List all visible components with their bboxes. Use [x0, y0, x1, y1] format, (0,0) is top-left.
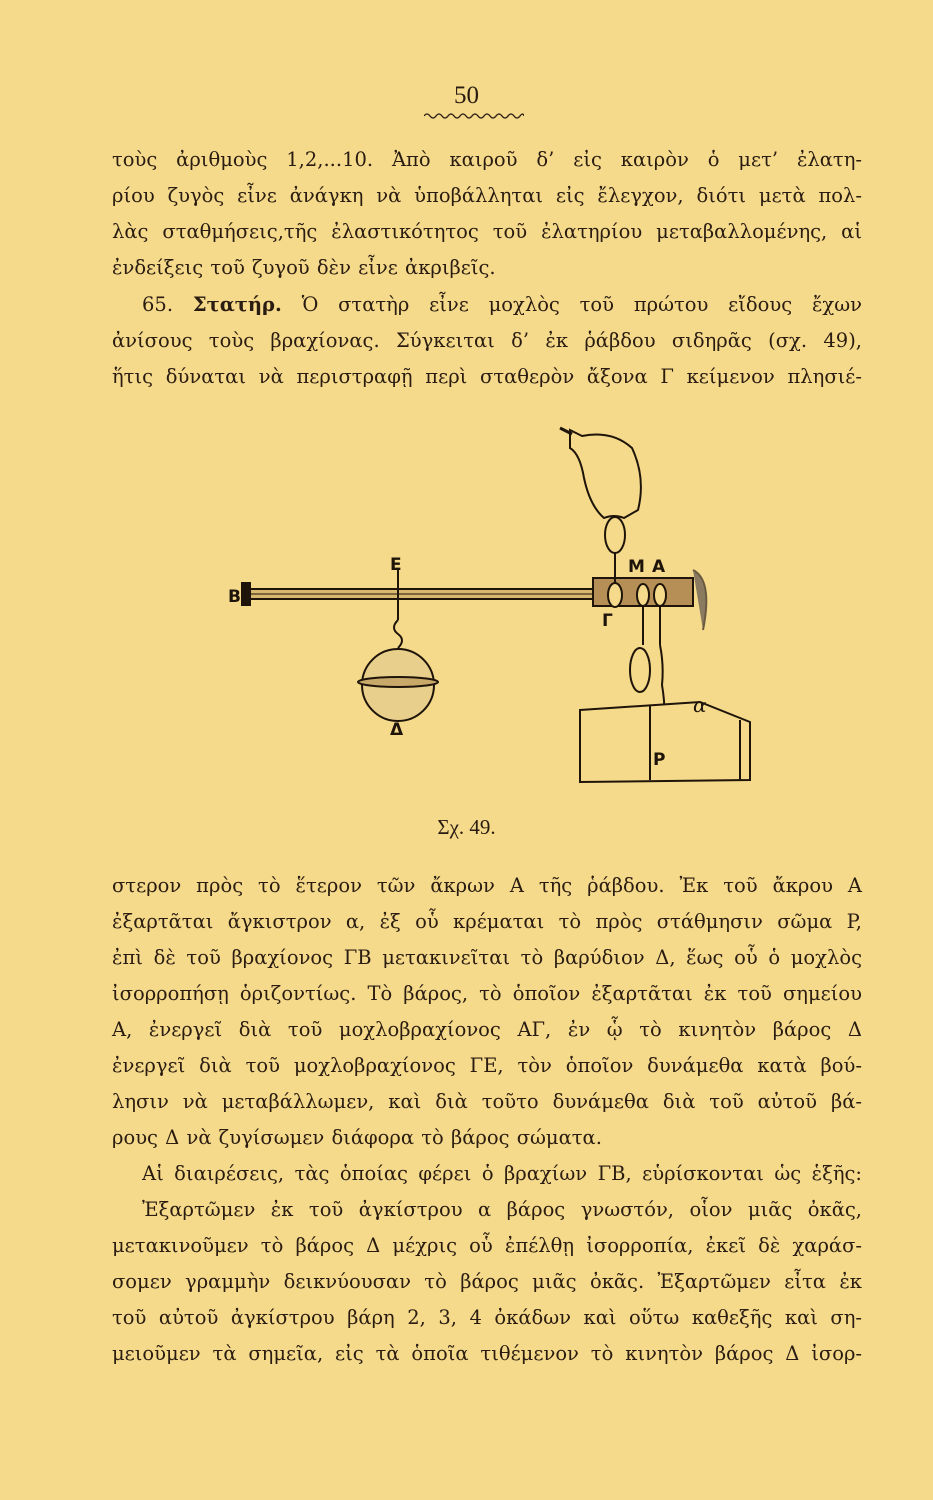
hand [570, 430, 641, 518]
text-line: ἐνεργεῖ διὰ τοῦ μοχλοβραχίονος ΓΕ, τὸν ὁποῖον δυνάμεθα κατὰ βού- [112, 1054, 862, 1077]
label-A: A [652, 557, 666, 577]
text-line: στερον πρὸς τὸ ἕτερον τῶν ἄκρων A τῆς ῥάβδου. Ἐκ τοῦ ἄκρου A [112, 874, 862, 897]
text-line: ρίου ζυγὸς εἶνε ἀνάγκη νὰ ὑποβάλληται εἰς ἔλεγχον, διότι μετὰ πολ- [112, 184, 862, 207]
text-line: ἥτις δύναται νὰ περιστραφῇ περὶ σταθερὸν ἄξονα Γ κείμενον πλησιέ- [112, 365, 862, 388]
section-number: 65. [142, 293, 174, 316]
label-B: B [228, 587, 241, 607]
text-line: ρους Δ νὰ ζυγίσωμεν διάφορα τὸ βάρος σώματα. [112, 1126, 602, 1149]
text-line: μειοῦμεν τὰ σημεῖα, εἰς τὰ ὁποῖα τιθέμενον τὸ κινητὸν βάρος Δ ἰσορ- [112, 1342, 862, 1365]
text-line: τοὺς ἀριθμοὺς 1,2,...10. Ἀπὸ καιροῦ δ’ εἰς καιρὸν ὁ μετ’ ἐλατη- [112, 148, 862, 171]
beam-end-B [242, 583, 250, 605]
label-M: M [628, 557, 645, 577]
text-line: ἰσορροπήσῃ ὁριζοντίως. Τὸ βάρος, τὸ ὁποῖον ἐξαρτᾶται ἐκ τοῦ σημείου [112, 982, 862, 1005]
parcel-P [580, 702, 750, 782]
label-alpha: α [693, 693, 707, 717]
text-line: Ἐξαρτῶμεν ἐκ τοῦ ἀγκίστρου α βάρος γνωστόν, οἷον μιᾶς ὀκᾶς, [142, 1198, 862, 1221]
label-Gamma: Γ [602, 611, 613, 631]
text-line: σομεν γραμμὴν δεικνύουσαν τὸ βάρος μιᾶς ὀκᾶς. Ἐξαρτῶμεν εἶτα ἐκ [112, 1270, 862, 1293]
text-line: λὰς σταθμήσεις,τῆς ἐλαστικότητος τοῦ ἐλατηρίου μεταβαλλομένης, αἱ [112, 220, 862, 243]
label-E: E [390, 555, 402, 575]
text-line: ἐξαρτᾶται ἄγκιστρον α, ἐξ οὗ κρέμαται τὸ πρὸς στάθμησιν σῶμα P, [112, 910, 862, 933]
text-line: A, ἐνεργεῖ διὰ τοῦ μοχλοβραχίονος ΑΓ, ἐν ᾧ τὸ κινητὸν βάρος Δ [112, 1018, 862, 1041]
decorative-wave-rule [424, 112, 524, 120]
section-heading-line [142, 293, 862, 317]
counterweight-head [693, 570, 706, 630]
page-number: 50 [454, 82, 479, 109]
label-P: P [653, 750, 666, 770]
figure-caption: Σχ. 49. [437, 815, 496, 839]
text-line: λησιν νὰ μεταβάλλωμεν, καὶ διὰ τοῦτο δυνάμεθα διὰ τοῦ αὐτοῦ βά- [112, 1090, 862, 1113]
text-span: Ὁ στατὴρ εἶνε μοχλὸς τοῦ πρώτου εἴδους ἔχων [301, 293, 862, 316]
text-line: μετακινοῦμεν τὸ βάρος Δ μέχρις οὗ ἐπέλθῃ ἰσορροπία, ἐκεῖ δὲ χαράσ- [112, 1234, 862, 1257]
text-line: ἀνίσους τοὺς βραχίονας. Σύγκειται δ’ ἐκ ῥάβδου σιδηρᾶς (σχ. 49), [112, 329, 862, 352]
text-line: ἐπὶ δὲ τοῦ βραχίονος ΓΒ μετακινεῖται τὸ βαρύδιον Δ, ἕως οὗ ὁ μοχλὸς [112, 946, 862, 969]
text-line: ἐνδείξεις τοῦ ζυγοῦ δὲν εἶνε ἀκριβεῖς. [112, 256, 496, 279]
label-Delta: Δ [390, 720, 404, 740]
text-line: τοῦ αὐτοῦ ἀγκίστρου βάρη 2, 3, 4 ὀκάδων καὶ οὕτω καθεξῆς καὶ ση- [112, 1306, 862, 1329]
figure-steelyard [220, 420, 760, 800]
section-heading: Στατήρ. [192, 293, 282, 316]
text-line: Αἱ διαιρέσεις, τὰς ὁποίας φέρει ὁ βραχίων ΓΒ, εὑρίσκονται ὡς ἑξῆς: [142, 1162, 862, 1185]
